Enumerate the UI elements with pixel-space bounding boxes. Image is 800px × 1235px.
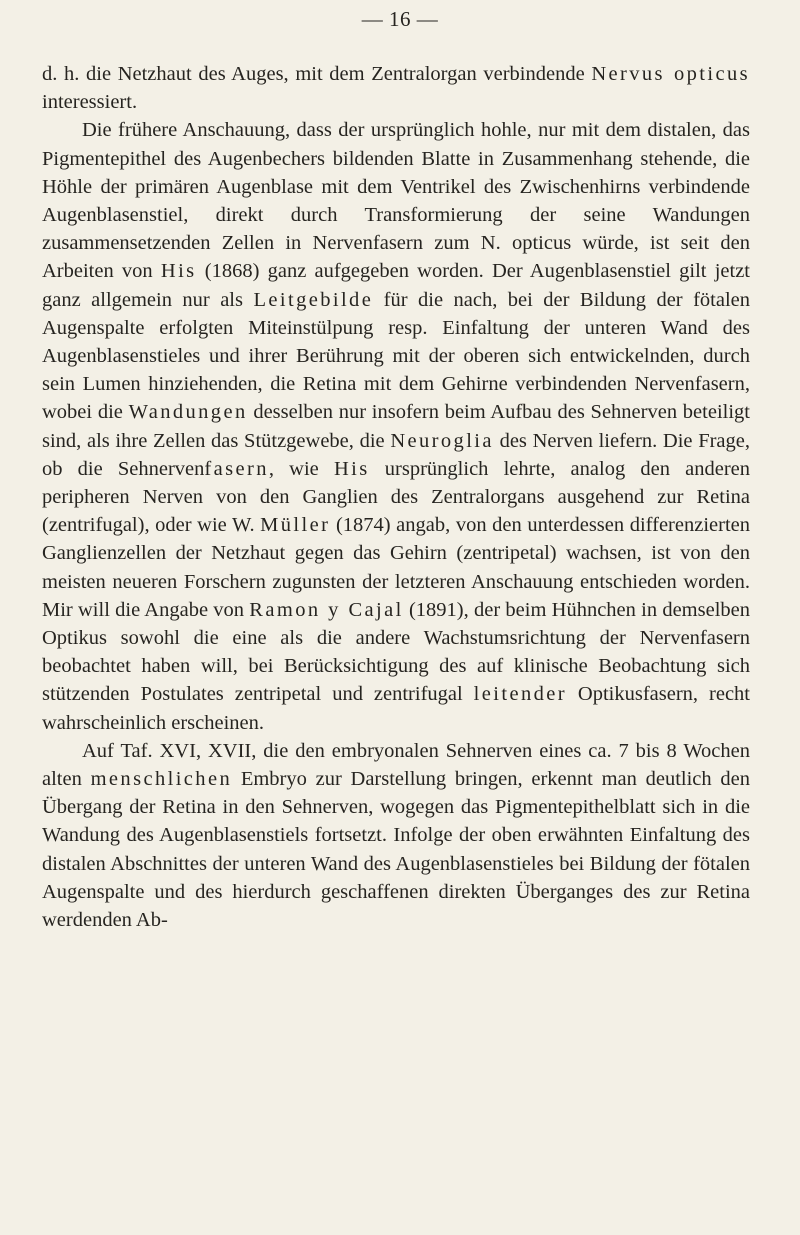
text-run: (1874) angab, von den unterdessen differenzierten Ganglienzellen der Netzhaut gegen das Gehirn (zentripetal) wachsen, ist von den meisten neueren Forschern zugunsten der letzteren Anschauung entschieden worden. Mir will die Angabe von [42, 514, 750, 621]
spaced-emphasis: His [333, 457, 370, 480]
text-run: desselben nur insofern beim Aufbau des Sehnerven beteiligt sind, als ihre Zellen das Stützgewebe, die [42, 401, 750, 452]
text-run: des Nerven liefern. Die Frage, ob die Sehnerven [42, 429, 750, 480]
spaced-emphasis: leitender [473, 683, 567, 706]
body-text [42, 60, 750, 934]
spaced-emphasis: His [160, 260, 197, 283]
text-run: (1868) ganz aufgegeben worden. Der Augenblasenstiel gilt jetzt ganz allgemein nur als [42, 260, 750, 311]
spaced-emphasis: menschlichen [90, 768, 233, 791]
paragraph [42, 737, 750, 934]
spaced-emphasis: Neuroglia [390, 429, 494, 452]
spaced-emphasis: Ramon y Cajal [249, 598, 404, 621]
spaced-emphasis: Nervus opticus [591, 63, 750, 85]
text-run: d. h. die Netzhaut des Auges, mit dem Zentralorgan verbindende [42, 63, 592, 85]
text-run: interessiert. [42, 91, 138, 114]
text-run: , wie [268, 457, 334, 480]
page-number: — 16 — [361, 7, 439, 31]
spaced-emphasis: fasern [204, 457, 269, 480]
spaced-emphasis: Wandungen [128, 401, 248, 424]
text-run: für die nach, bei der Bildung der fötalen Augenspalte erfolgten Miteinstülpung resp. Einfaltung der unteren Wand des Augenblasenstieles und ihrer Berührung mit der oberen sich entwickelnden, durch sein Lumen hinziehenden, die Retina mit dem Gehirne verbindenden Nervenfasern, wobei die [42, 288, 750, 424]
text-run: Embryo zur Darstellung bringen, erkennt man deutlich den Übergang der Retina in den Sehnerven, wogegen das Pigmentepithelblatt sich in die Wandung des Augenblasenstiels fortsetzt. Infolge der oben erwähnten Einfaltung des distalen Abschnittes der unteren Wand des Augenblasenstieles bei Bildung der fötalen Augenspalte und des hierdurch geschaffenen direkten Überganges des zur Retina werdenden Ab- [42, 768, 750, 932]
text-run: ursprünglich lehrte, analog den anderen peripheren Nerven von den Ganglien des Zentralorgans ausgehend zur Retina (zentrifugal), oder wie W. [42, 457, 750, 537]
spaced-emphasis: Müller [260, 514, 331, 537]
text-run: Auf Taf. XVI, XVII, die den embryonalen Sehnerven eines ca. 7 bis 8 Wochen alten [42, 739, 750, 791]
text-run: (1891), der beim Hühnchen in demselben Optikus sowohl die eine als die andere Wachstumsrichtung der Nervenfasern beobachtet haben will, bei Berücksichtigung des auf klinische Beobachtung sich stützenden Postulates zentripetal und zentrifugal [42, 598, 750, 706]
text-run: Die frühere Anschauung, dass der ursprünglich hohle, nur mit dem distalen, das Pigmentepithel des Augenbechers bildenden Blatte in Zusammenhang stehende, die Höhle der primären Augenblase mit dem Ventrikel des Zwischenhirns verbindende Augenblasenstiel, direkt durch Transformierung der seine Wandungen zusammensetzenden Zellen in Nervenfasern zum N. opticus würde, ist seit den Arbeiten von [42, 119, 750, 283]
paragraph [42, 116, 750, 736]
spaced-emphasis: Leitgebilde [253, 288, 374, 311]
text-run: Optikusfasern, recht wahrscheinlich erscheinen. [42, 683, 750, 734]
paragraph [42, 60, 750, 116]
